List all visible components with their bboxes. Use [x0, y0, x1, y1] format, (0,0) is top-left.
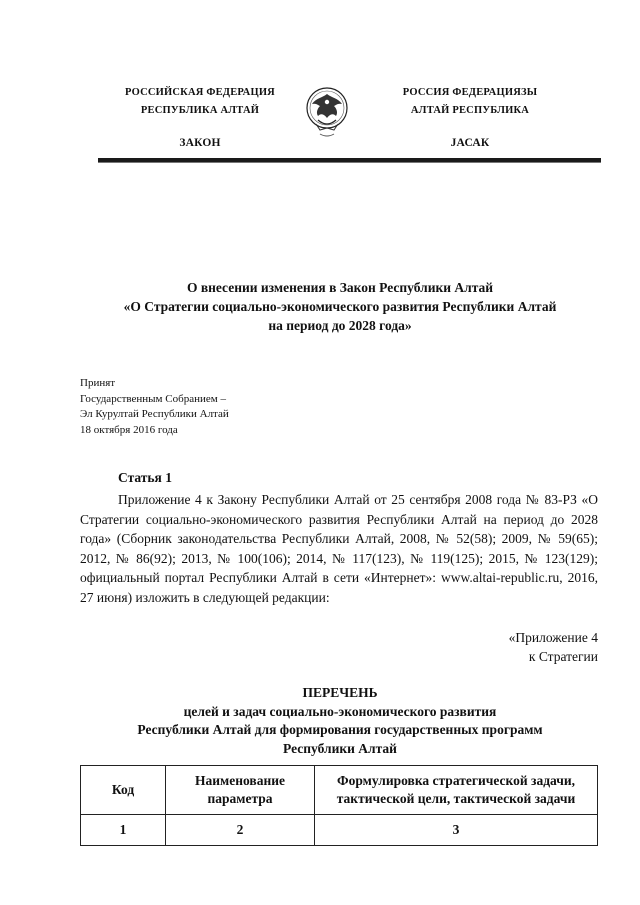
- document-title: [60, 278, 620, 335]
- header-right-line1: РОССИЯ ФЕДЕРАЦИЯЗЫ: [402, 87, 538, 98]
- title-line1: О внесении изменения в Закон Республики Алтай: [186, 280, 494, 295]
- table-header-cell: Наименование параметра: [166, 766, 315, 815]
- table-row: [81, 815, 598, 846]
- title-line3: на период до 2028 года»: [268, 318, 412, 333]
- table-cell: 1: [81, 815, 166, 846]
- header-right-law: JАСАК: [450, 137, 490, 149]
- list-title: [60, 684, 620, 758]
- table-cell: 2: [166, 815, 315, 846]
- document-header: [0, 84, 640, 164]
- adopted-date: 18 октября 2016 года: [80, 423, 178, 436]
- header-left-line1: РОССИЙСКАЯ ФЕДЕРАЦИЯ: [125, 87, 275, 98]
- header-left-line2: РЕСПУБЛИКА АЛТАЙ: [140, 105, 260, 116]
- appendix-reference: [509, 628, 598, 666]
- list-heading: ПЕРЕЧЕНЬ: [302, 685, 378, 700]
- title-line2: «О Стратегии социально-экономического развития Республики Алтай: [123, 299, 557, 314]
- table-header-cell: Формулировка стратегической задачи, тактической цели, тактической задачи: [315, 766, 598, 815]
- header-right-line2: АЛТАЙ РЕСПУБЛИКА: [410, 105, 530, 116]
- table-header-cell: Код: [81, 766, 166, 815]
- header-left-law: ЗАКОН: [179, 137, 221, 149]
- header-left: [110, 84, 290, 152]
- adoption-block: [80, 376, 380, 438]
- appendix-line1: «Приложение 4: [508, 630, 598, 645]
- table-cell: 3: [315, 815, 598, 846]
- appendix-line2: к Стратегии: [528, 649, 598, 664]
- list-line1: целей и задач социально-экономического развития: [183, 703, 497, 719]
- goals-table: [80, 765, 598, 846]
- list-line3: Республики Алтай: [283, 740, 397, 756]
- header-divider: [98, 158, 601, 163]
- adopted-line2: Государственным Собранием –: [80, 392, 226, 405]
- adopted-line1: Принят: [80, 377, 116, 389]
- list-line2: Республики Алтай для формирования государственных программ: [137, 722, 543, 737]
- adopted-line3: Эл Курултай Республики Алтай: [80, 408, 229, 420]
- table-header-row: [81, 766, 598, 815]
- altai-republic-emblem-icon: [304, 84, 350, 146]
- article-heading: Статья 1: [118, 470, 172, 485]
- header-right: [375, 84, 565, 152]
- article-text: Приложение 4 к Закону Республики Алтай от 25 сентября 2008 года № 83-РЗ «О Стратегии социально-экономического развития Республики Алтай на период до 2028 года» (Сборник законодательства Республики Алтай, 2008, № 52(58); 2009, № 59(65); 2012, № 86(92); 2013, № 100(106); 2014, № 117(123), № 119(125); 2015, № 123(129); официальный портал Республики Алтай в сети «Интернет»: www.altai-republic.ru, 2016, 27 июня) изложить в следующей редакции:: [80, 492, 598, 605]
